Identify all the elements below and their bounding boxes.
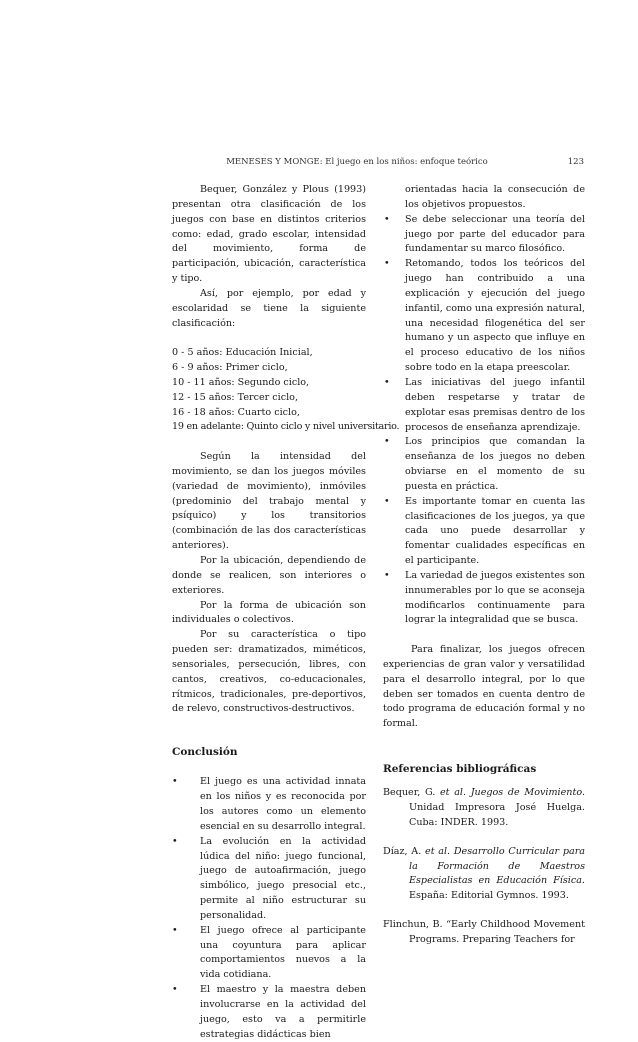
bullet-icon: •: [384, 436, 390, 448]
bullet-icon: •: [384, 258, 390, 270]
age-item: 12 - 15 años: Tercer ciclo,: [172, 391, 298, 403]
list-item: • El maestro y la maestra deben involucrarse en la actividad del juego, esto va a permitirle estrategias didácticas bien: [172, 984, 366, 1040]
bullet-icon: •: [172, 924, 178, 936]
bullet-icon: •: [172, 776, 178, 788]
paragraph-participation: Por la forma de ubicación son individuales o colectivos.: [172, 599, 366, 626]
running-header: [170, 157, 584, 171]
reference-item: Flinchun, B. “Early Childhood Movement Programs. Preparing Teachers for: [383, 919, 585, 945]
list-item: • El juego ofrece al participante una coyuntura para aplicar comportamientos nuevos a la vida cotidiana.: [172, 924, 366, 981]
running-title: MENESES Y MONGE: El juego en los niños: enfoque teórico: [226, 157, 488, 167]
list-item: • Las iniciativas del juego infantil deben respetarse y tratar de explotar esas premisas dentro de los procesos de enseñanza aprendizaje.: [384, 376, 585, 433]
bullet-icon: •: [172, 984, 178, 996]
list-item: • Se debe seleccionar una teoría del juego por parte del educador para fundamentar su marco filosófico.: [384, 213, 585, 255]
paragraph-classification: Bequer, González y Plous (1993) presentan otra clasificación de los juegos con base en distintos criterios como: edad, grado escolar, intensidad del movimiento, forma de participación, ubicación, característica y tipo.: [172, 184, 366, 285]
conclusion-list-continued: [383, 213, 585, 629]
list-item: • Es importante tomar en cuenta las clasificaciones de los juegos, ya que cada uno puede desarrollar y fomentar cualidades específicas en el participante.: [384, 495, 585, 567]
paragraph-intensity: Según la intensidad del movimiento, se dan los juegos móviles (variedad de movimiento), inmóviles (predominio del trabajo mental y psíquico) y los transitorios (combinación de las dos características anteriores).: [172, 451, 366, 552]
bullet-icon: •: [172, 835, 178, 847]
paragraph-final: Para finalizar, los juegos ofrecen experiencias de gran valor y versatilidad para el desarrollo integral, por lo que deben ser tomados en cuenta dentro de todo programa de educación formal y no formal.: [383, 644, 585, 730]
page-number: 123: [567, 157, 584, 167]
reference-item: Bequer, G. et al. Juegos de Movimiento. Unidad Impresora José Huelga. Cuba: INDER. 1993.: [383, 787, 585, 828]
bullet-icon: •: [384, 495, 390, 507]
list-item: • La variedad de juegos existentes son innumerables por lo que se aconseja modificarlos continuamente para lograr la integralidad que se busca.: [384, 569, 585, 626]
reference-item: Díaz, A. et al. Desarrollo Curricular para la Formación de Maestros Especialistas en Educación Física. España: Editorial Gymnos. 1993.: [383, 845, 585, 902]
age-item: 0 - 5 años: Educación Inicial,: [172, 347, 313, 359]
list-item: • El juego es una actividad innata en los niños y es reconocida por los autores como un elemento esencial en su desarrollo integral.: [172, 776, 366, 832]
right-column: [383, 183, 585, 948]
conclusion-list: [172, 775, 366, 1042]
conclusion-heading: Conclusión: [172, 746, 238, 759]
bullet-icon: •: [384, 213, 390, 225]
list-item: • Retomando, todos los teóricos del juego han contribuido a una explicación y ejecución del juego infantil, como una expresión natural, una necesidad filogenética del ser humano y un aspecto que influye en el proceso educativo de los niños sobre todo en la etapa preescolar.: [384, 258, 585, 374]
age-item: 16 - 18 años: Cuarto ciclo,: [172, 406, 300, 418]
age-item: 19 en adelante: Quinto ciclo y nivel universitario.: [172, 421, 400, 433]
references-heading: Referencias bibliográficas: [383, 763, 537, 776]
list-item: • La evolución en la actividad lúdica del niño: juego funcional, juego de autoafirmación, juego simbólico, juego presocial etc., permite al niño estructurar su personalidad.: [172, 835, 366, 921]
paragraph-type: Por su característica o tipo pueden ser: dramatizados, miméticos, sensoriales, persecución, libres, con cantos, creativos, co-educacionales, rítmicos, tradicionales, pre-deportivos, de relevo, constructivos-destructivos.: [172, 629, 366, 715]
paragraph-age-intro: Así, por ejemplo, por edad y escolaridad se tiene la siguiente clasificación:: [172, 287, 366, 329]
bullet-icon: •: [384, 569, 390, 581]
bullet-continuation: orientadas hacia la consecución de los objetivos propuestos.: [405, 184, 585, 210]
age-item: 10 - 11 años: Segundo ciclo,: [172, 376, 310, 388]
paragraph-location: Por la ubicación, dependiendo de donde se realicen, son interiores o exteriores.: [172, 555, 366, 596]
age-list: [172, 346, 400, 435]
left-column: [172, 183, 400, 1042]
age-item: 6 - 9 años: Primer ciclo,: [172, 362, 288, 374]
list-item: • Los principios que comandan la enseñanza de los juegos no deben obviarse en el momento de su puesta en práctica.: [384, 436, 585, 492]
bullet-icon: •: [384, 376, 390, 388]
